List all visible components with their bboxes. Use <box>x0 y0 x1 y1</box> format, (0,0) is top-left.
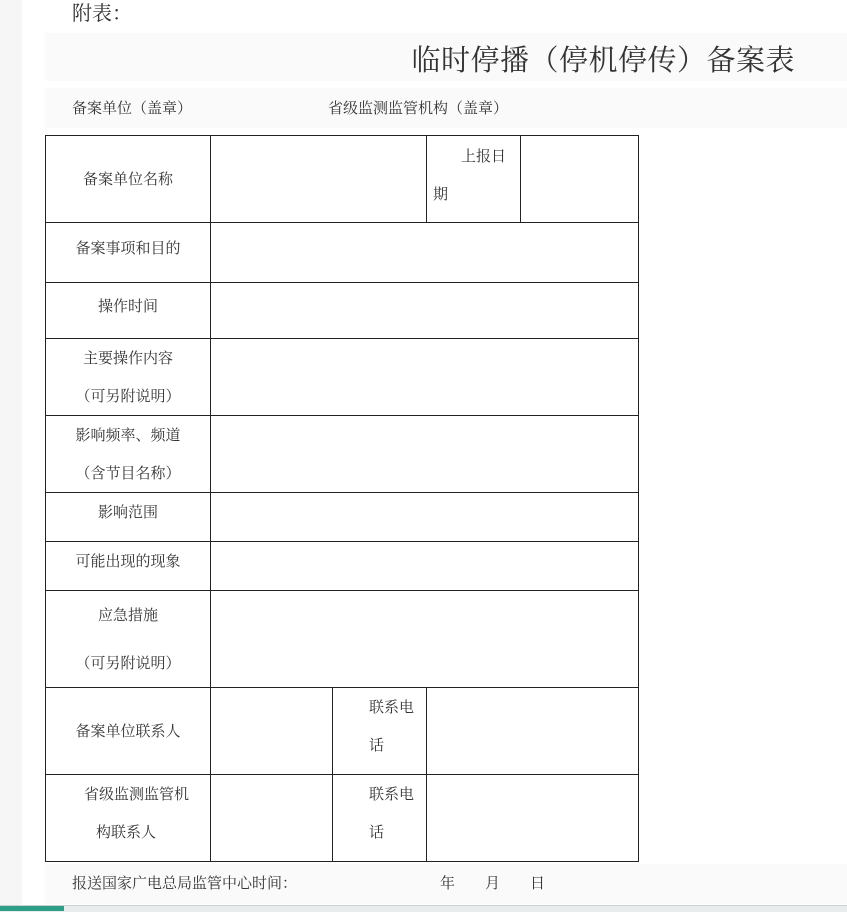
table-row <box>46 688 639 775</box>
item-purpose-label: 备案事项和目的 <box>46 223 211 283</box>
agency-phone-value-cell[interactable] <box>427 775 639 862</box>
unit-phone-value-cell[interactable] <box>427 688 639 775</box>
filing-form-table <box>45 135 639 862</box>
emergency-measures-value-cell[interactable] <box>211 591 639 688</box>
phenomena-value-cell[interactable] <box>211 542 639 591</box>
unit-phone-label: 联系电 话 <box>333 688 427 775</box>
unit-contact-value-cell[interactable] <box>211 688 333 775</box>
table-row <box>46 136 639 223</box>
phenomena-label: 可能出现的现象 <box>46 542 211 591</box>
agency-contact-label: 省级监测监管机 构联系人 <box>46 775 211 862</box>
scope-value-cell[interactable] <box>211 493 639 542</box>
main-content-value-cell[interactable] <box>211 339 639 416</box>
table-row <box>46 542 639 591</box>
table-row <box>46 416 639 493</box>
submit-time-label: 报送国家广电总局监管中心时间： <box>72 874 298 892</box>
table-row <box>46 493 639 542</box>
table-row <box>46 283 639 339</box>
unit-name-label: 备案单位名称 <box>46 136 211 223</box>
item-purpose-value-cell[interactable] <box>211 223 639 283</box>
table-row <box>46 223 639 283</box>
table-row <box>46 775 639 862</box>
filing-unit-seal-label: 备案单位（盖章） <box>72 99 193 117</box>
operation-time-label: 操作时间 <box>46 283 211 339</box>
bottom-tab-indicator <box>0 906 64 911</box>
main-content-label: 主要操作内容 （可另附说明） <box>46 339 211 416</box>
report-date-value-cell[interactable] <box>521 136 639 223</box>
agency-contact-value-cell[interactable] <box>211 775 333 862</box>
provincial-agency-seal-label: 省级监测监管机构（盖章） <box>328 99 509 117</box>
emergency-measures-label: 应急措施 （可另附说明） <box>46 591 211 688</box>
attachment-label: 附表： <box>72 1 132 25</box>
scope-label: 影响范围 <box>46 493 211 542</box>
page-title: 临时停播（停机停传）备案表 <box>411 43 795 77</box>
unit-contact-label: 备案单位联系人 <box>46 688 211 775</box>
unit-name-value-cell[interactable] <box>211 136 427 223</box>
frequency-label: 影响频率、频道 （含节目名称） <box>46 416 211 493</box>
frequency-value-cell[interactable] <box>211 416 639 493</box>
table-row <box>46 339 639 416</box>
operation-time-value-cell[interactable] <box>211 283 639 339</box>
submit-date-placeholder: 年 月 日 <box>440 874 546 892</box>
table-row <box>46 591 639 688</box>
report-date-label: 上报日 期 <box>427 136 521 223</box>
agency-phone-label: 联系电 话 <box>333 775 427 862</box>
